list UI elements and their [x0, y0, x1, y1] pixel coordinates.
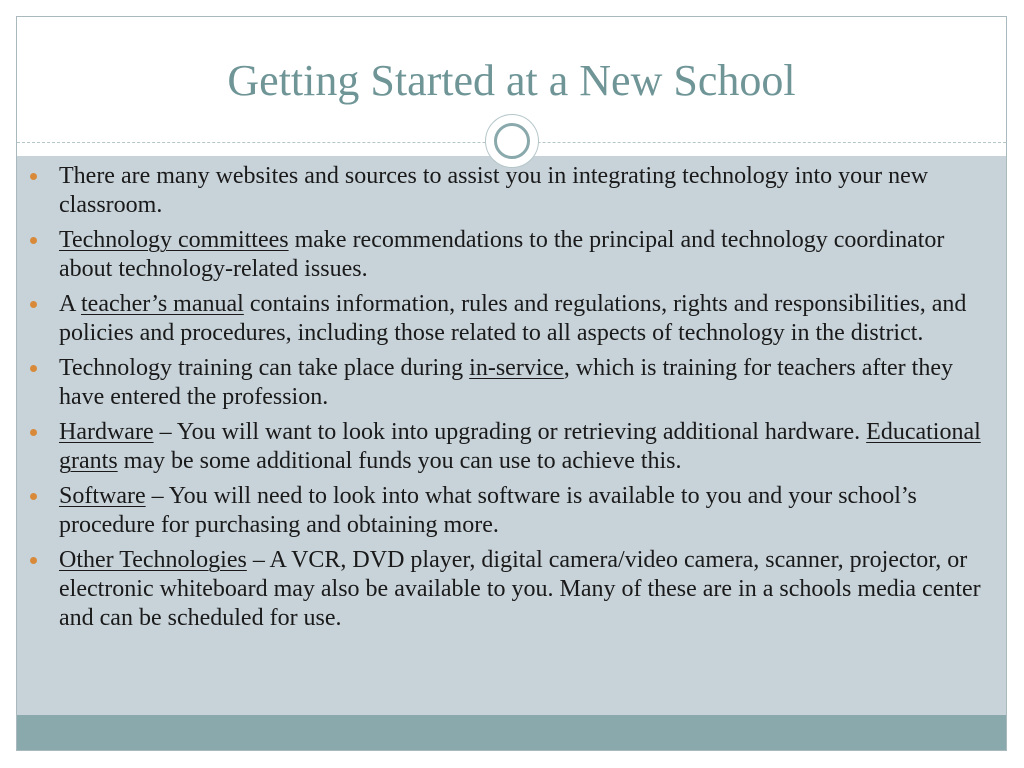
circle-ring-icon — [494, 123, 530, 159]
bullet-text: – You will want to look into upgrading or retrieving additional hardware. — [153, 419, 867, 445]
bullet-text: contains information, rules and regulations, rights and responsibilities, and policies and procedures, including those related to all aspects of technology in the district. — [59, 291, 967, 346]
bullet-text: – A VCR, DVD player, digital camera/video camera, scanner, projector, or electronic whiteboard may also be available to you. Many of these are in a schools media center and can be scheduled for use. — [59, 547, 981, 631]
key-term: Hardware — [59, 419, 154, 445]
bullet-item — [17, 546, 1006, 633]
key-term: in-service — [469, 355, 564, 381]
bullet-text: make recommendations to the principal and technology coordinator about technology-related issues. — [59, 227, 945, 282]
bullet-item — [17, 162, 1006, 220]
bullet-list — [17, 162, 1006, 639]
bullet-dot-icon — [30, 557, 37, 564]
key-term: Other Technologies — [59, 547, 247, 573]
key-term: Software — [59, 483, 146, 509]
bullet-dot-icon — [30, 237, 37, 244]
bullet-item — [17, 290, 1006, 348]
footer-bar — [17, 715, 1006, 751]
bullet-text: – You will need to look into what software is available to you and your school’s procedure for purchasing and obtaining more. — [59, 483, 917, 538]
bullet-text: , which is training for teachers after they have entered the profession. — [59, 355, 953, 410]
bullet-prefix: A — [59, 291, 82, 317]
bullet-item — [17, 482, 1006, 540]
bullet-dot-icon — [30, 365, 37, 372]
key-term: Educational grants — [59, 419, 981, 474]
bullet-item — [17, 226, 1006, 284]
bullet-prefix: Technology training can take place during — [59, 355, 470, 381]
key-term: teacher’s manual — [81, 291, 244, 317]
bullet-dot-icon — [30, 493, 37, 500]
bullet-dot-icon — [30, 173, 37, 180]
key-term: Technology committees — [59, 227, 289, 253]
bullet-dot-icon — [30, 301, 37, 308]
bullet-item — [17, 418, 1006, 476]
slide — [16, 16, 1007, 751]
bullet-item — [17, 354, 1006, 412]
slide-title: Getting Started at a New School — [227, 56, 796, 105]
bullet-text: There are many websites and sources to assist you in integrating technology into your new classroom. — [59, 163, 929, 218]
bullet-dot-icon — [30, 429, 37, 436]
bullet-text: may be some additional funds you can use to achieve this. — [117, 448, 682, 474]
circle-ornament-icon — [486, 115, 538, 167]
